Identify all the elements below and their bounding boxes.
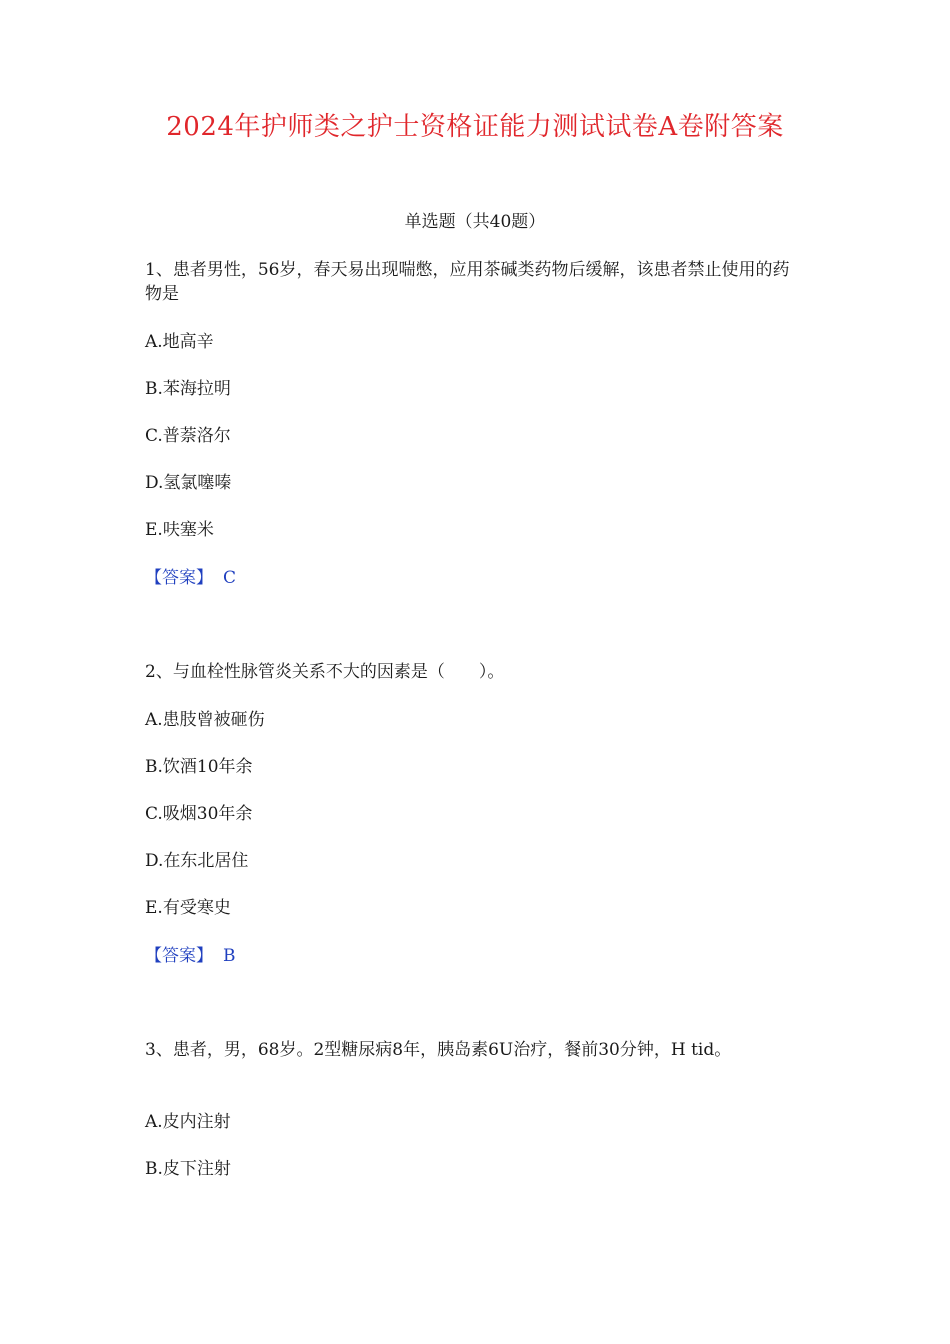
question-3-option-a: A.皮内注射 xyxy=(145,1112,231,1132)
answer-label: 【答案】 xyxy=(145,568,213,588)
question-2-option-e: E.有受寒史 xyxy=(145,898,231,918)
document-title: 2024年护师类之护士资格证能力测试试卷A卷附答案 xyxy=(166,112,784,142)
question-1-option-b: B.苯海拉明 xyxy=(145,379,231,399)
question-2-answer xyxy=(145,944,236,968)
answer-value: B xyxy=(223,946,236,966)
question-2-option-d: D.在东北居住 xyxy=(145,851,249,871)
question-1-text: 1、患者男性，56岁，春天易出现喘憋，应用茶碱类药物后缓解，该患者禁止使用的药物是 xyxy=(145,260,790,304)
question-1-option-d: D.氢氯噻嗪 xyxy=(145,473,232,493)
question-1-option-c: C.普萘洛尔 xyxy=(145,426,231,446)
answer-label: 【答案】 xyxy=(145,946,213,966)
question-3-option-b: B.皮下注射 xyxy=(145,1159,231,1179)
question-2-text: 2、与血栓性脉管炎关系不大的因素是（ ）。 xyxy=(145,662,505,682)
question-1-option-a: A.地高辛 xyxy=(145,332,214,352)
section-heading: 单选题（共40题） xyxy=(404,212,546,232)
question-1-option-e: E.呋塞米 xyxy=(145,520,214,540)
question-1-answer xyxy=(145,566,236,590)
question-2-option-b: B.饮酒10年余 xyxy=(145,757,253,777)
question-2-option-a: A.患肢曾被砸伤 xyxy=(145,710,265,730)
question-2-option-c: C.吸烟30年余 xyxy=(145,804,253,824)
question-3-text: 3、患者，男，68岁。2型糖尿病8年，胰岛素6U治疗，餐前30分钟，H tid。 xyxy=(145,1040,732,1060)
answer-value: C xyxy=(223,568,237,588)
